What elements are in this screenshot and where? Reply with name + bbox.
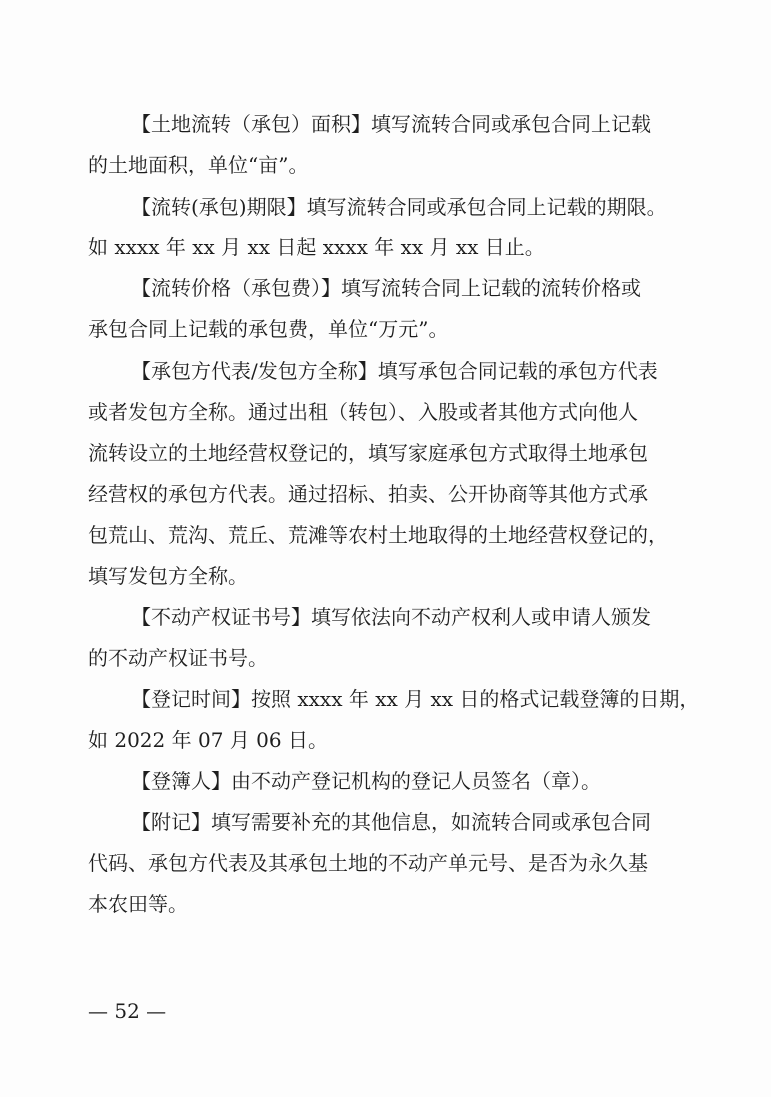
text-line: 如 2022 年 07 月 06 日。 (88, 728, 328, 752)
text-line: 【流转(承包)期限】填写流转合同或承包合同上记载的期限。 (131, 195, 667, 219)
text-line: 如 xxxx 年 xx 月 xx 日起 xxxx 年 xx 月 xx 日止。 (88, 235, 545, 259)
text-line: 流转设立的土地经营权登记的，填写家庭承包方式取得土地承包 (88, 441, 648, 465)
text-line: 包荒山、荒沟、荒丘、荒滩等农村土地取得的土地经营权登记的， (88, 523, 668, 547)
text-line: 【承包方代表/发包方全称】填写承包合同记载的承包方代表 (131, 359, 658, 383)
text-line: 本农田等。 (88, 892, 188, 916)
text-line: 的不动产权证书号。 (88, 646, 268, 670)
text-line: 代码、承包方代表及其承包土地的不动产单元号、是否为永久基 (88, 851, 648, 875)
text-line: 经营权的承包方代表。通过招标、拍卖、公开协商等其他方式承 (88, 482, 648, 506)
text-line: 【不动产权证书号】填写依法向不动产权利人或申请人颁发 (131, 605, 651, 629)
text-line: 【流转价格（承包费）】填写流转合同上记载的流转价格或 (131, 276, 641, 300)
page-number: — 52 — (88, 999, 167, 1023)
text-line: 【附记】填写需要补充的其他信息，如流转合同或承包合同 (131, 810, 651, 834)
text-line: 【登簿人】由不动产登记机构的登记人员签名（章）。 (131, 769, 601, 793)
text-line: 承包合同上记载的承包费，单位“万元”。 (88, 317, 449, 341)
text-line: 或者发包方全称。通过出租（转包）、入股或者其他方式向他人 (88, 400, 638, 424)
text-line: 【登记时间】按照 xxxx 年 xx 月 xx 日的格式记载登簿的日期， (131, 687, 700, 711)
text-line: 填写发包方全称。 (88, 564, 248, 588)
text-line: 的土地面积，单位“亩”。 (88, 153, 309, 177)
text-line: 【土地流转（承包）面积】填写流转合同或承包合同上记载 (131, 112, 651, 136)
